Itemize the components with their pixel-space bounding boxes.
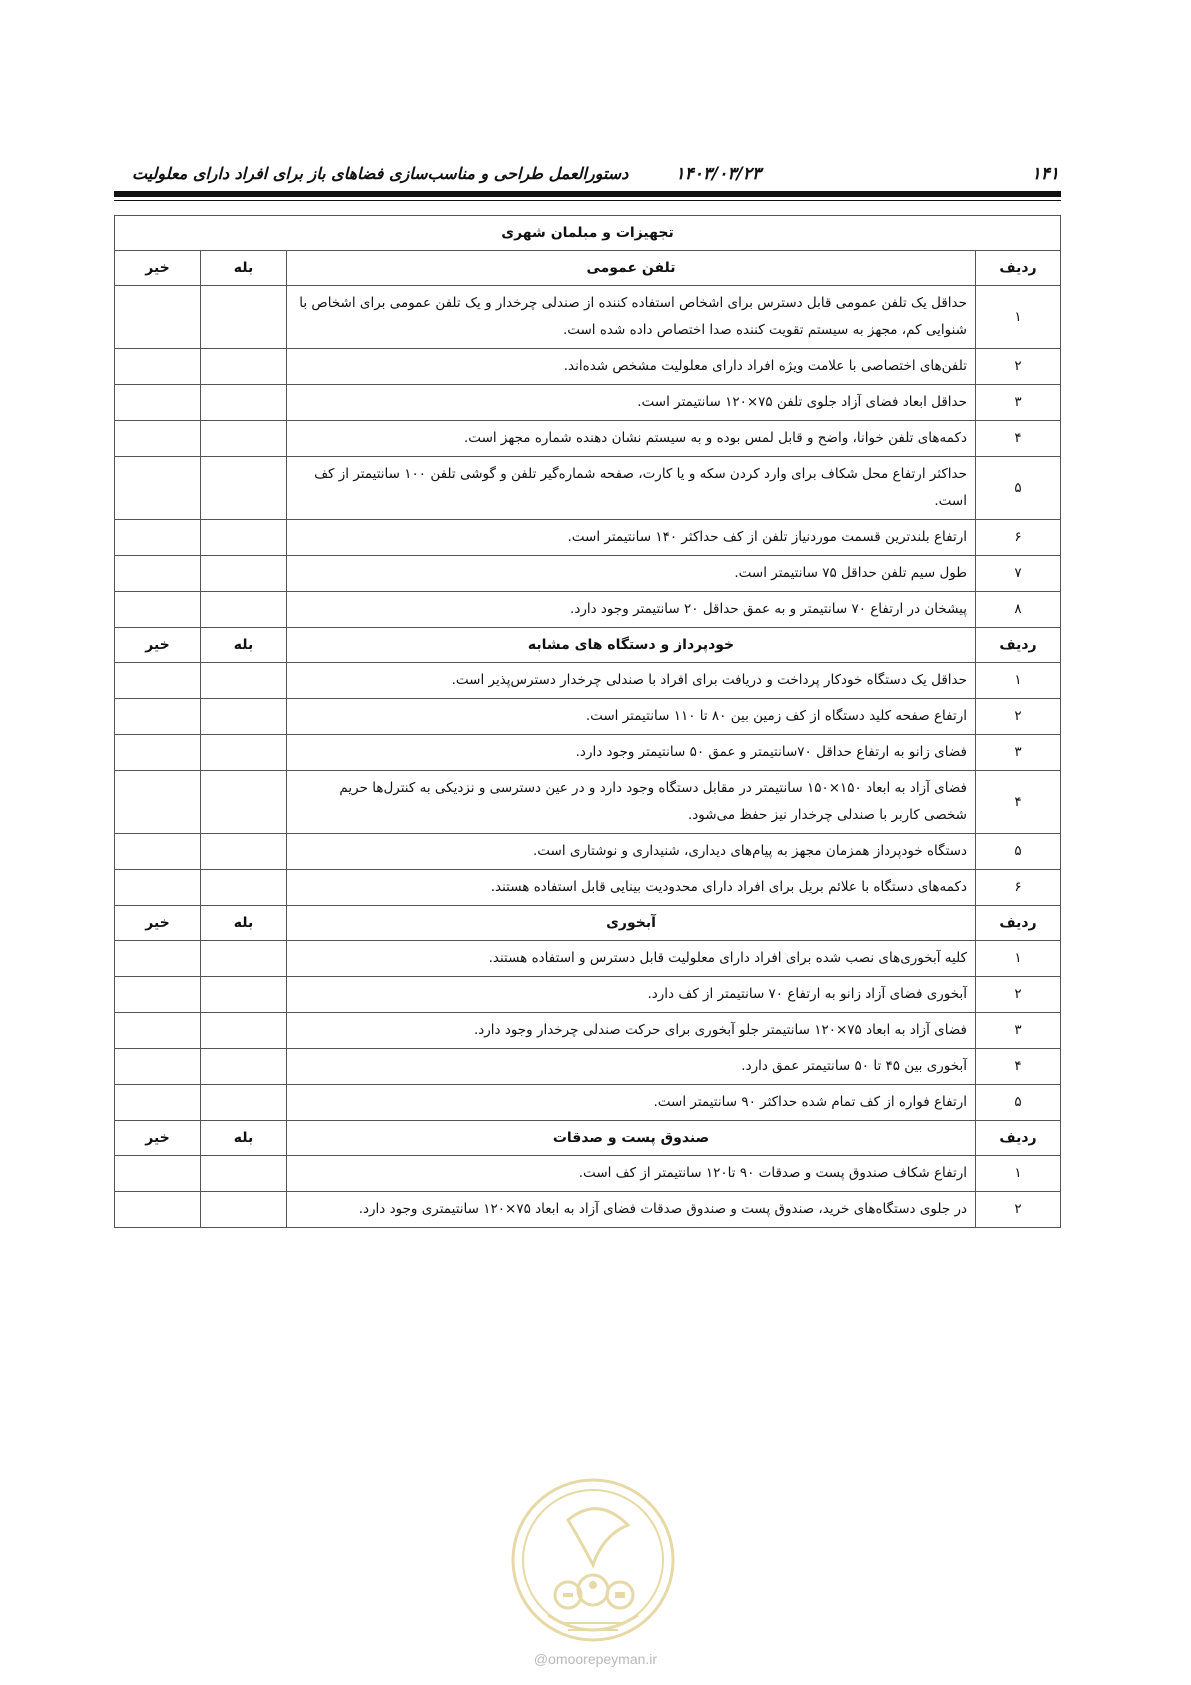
yes-checkbox-cell[interactable]	[201, 421, 287, 457]
no-checkbox-cell[interactable]	[115, 663, 201, 699]
yes-checkbox-cell[interactable]	[201, 385, 287, 421]
no-checkbox-cell[interactable]	[115, 286, 201, 349]
row-criterion: دستگاه خودپرداز همزمان مجهز به پیام‌های دیداری، شنیداری و نوشتاری است.	[287, 834, 976, 870]
table-row	[115, 1085, 1061, 1121]
row-number: ۱	[976, 286, 1061, 349]
table-row	[115, 349, 1061, 385]
row-number: ۴	[976, 421, 1061, 457]
row-number: ۱	[976, 941, 1061, 977]
no-checkbox-cell[interactable]	[115, 457, 201, 520]
row-number: ۲	[976, 349, 1061, 385]
row-criterion: کلیه آبخوری‌های نصب شده برای افراد دارای معلولیت قابل دسترس و استفاده هستند.	[287, 941, 976, 977]
row-criterion: پیشخان در ارتفاع ۷۰ سانتیمتر و به عمق حداقل ۲۰ سانتیمتر وجود دارد.	[287, 592, 976, 628]
no-checkbox-cell[interactable]	[115, 771, 201, 834]
column-header-row-number: ردیف	[976, 251, 1061, 286]
no-checkbox-cell[interactable]	[115, 1085, 201, 1121]
no-checkbox-cell[interactable]	[115, 1156, 201, 1192]
no-checkbox-cell[interactable]	[115, 349, 201, 385]
section-header-row	[115, 906, 1061, 941]
row-number: ۷	[976, 556, 1061, 592]
table-row	[115, 1049, 1061, 1085]
document-date: ۱۴۰۳/۰۳/۲۳	[675, 164, 761, 184]
table-row	[115, 520, 1061, 556]
row-criterion: دکمه‌های تلفن خوانا، واضح و قابل لمس بوده و به سیستم نشان دهنده شماره مجهز است.	[287, 421, 976, 457]
row-criterion: فضای زانو به ارتفاع حداقل ۷۰سانتیمتر و عمق ۵۰ سانتیمتر وجود دارد.	[287, 735, 976, 771]
no-checkbox-cell[interactable]	[115, 735, 201, 771]
row-number: ۱	[976, 1156, 1061, 1192]
row-number: ۶	[976, 520, 1061, 556]
row-number: ۳	[976, 1013, 1061, 1049]
column-header-no: خیر	[115, 1121, 201, 1156]
yes-checkbox-cell[interactable]	[201, 941, 287, 977]
footer-watermark: @omoorepeyman.ir	[533, 1651, 658, 1667]
row-criterion: تلفن‌های اختصاصی با علامت ویژه افراد دارای معلولیت مشخص شده‌اند.	[287, 349, 976, 385]
no-checkbox-cell[interactable]	[115, 1192, 201, 1228]
column-header-yes: بله	[201, 906, 287, 941]
row-number: ۲	[976, 1192, 1061, 1228]
column-header-no: خیر	[115, 251, 201, 286]
section-heading: آبخوری	[287, 906, 976, 941]
yes-checkbox-cell[interactable]	[201, 1049, 287, 1085]
row-criterion: حداکثر ارتفاع محل شکاف برای وارد کردن سکه و یا کارت، صفحه شماره‌گیر تلفن و گوشی تلفن ۱۰۰ سانتیمتر از کف است.	[287, 457, 976, 520]
yes-checkbox-cell[interactable]	[201, 556, 287, 592]
column-header-no: خیر	[115, 628, 201, 663]
no-checkbox-cell[interactable]	[115, 941, 201, 977]
yes-checkbox-cell[interactable]	[201, 457, 287, 520]
row-criterion: فضای آزاد به ابعاد ۷۵×۱۲۰ سانتیمتر جلو آبخوری برای حرکت صندلی چرخدار وجود دارد.	[287, 1013, 976, 1049]
page-number: ۱۴۱	[1031, 164, 1059, 184]
section-heading: تلفن عمومی	[287, 251, 976, 286]
row-criterion: آبخوری بین ۴۵ تا ۵۰ سانتیمتر عمق دارد.	[287, 1049, 976, 1085]
row-number: ۲	[976, 699, 1061, 735]
table-row	[115, 663, 1061, 699]
no-checkbox-cell[interactable]	[115, 520, 201, 556]
yes-checkbox-cell[interactable]	[201, 1085, 287, 1121]
page-header	[114, 158, 1061, 188]
yes-checkbox-cell[interactable]	[201, 1192, 287, 1228]
table-row	[115, 286, 1061, 349]
no-checkbox-cell[interactable]	[115, 977, 201, 1013]
column-header-yes: بله	[201, 628, 287, 663]
section-heading: خودپرداز و دستگاه های مشابه	[287, 628, 976, 663]
table-title: تجهیزات و مبلمان شهری	[115, 216, 1061, 251]
row-criterion: فضای آزاد به ابعاد ۱۵۰×۱۵۰ سانتیمتر در مقابل دستگاه وجود دارد و در عین دسترسی و نزدیکی به کنترل‌ها حریم شخصی کاربر با صندلی چرخدار نیز حفظ می‌شود.	[287, 771, 976, 834]
row-criterion: ارتفاع فواره از کف تمام شده حداکثر ۹۰ سانتیمتر است.	[287, 1085, 976, 1121]
section-heading: صندوق پست و صدقات	[287, 1121, 976, 1156]
no-checkbox-cell[interactable]	[115, 699, 201, 735]
row-criterion: آبخوری فضای آزاد زانو به ارتفاع ۷۰ سانتیمتر از کف دارد.	[287, 977, 976, 1013]
row-number: ۶	[976, 870, 1061, 906]
yes-checkbox-cell[interactable]	[201, 1156, 287, 1192]
row-criterion: حداقل یک دستگاه خودکار پرداخت و دریافت برای افراد با صندلی چرخدار دسترس‌پذیر است.	[287, 663, 976, 699]
yes-checkbox-cell[interactable]	[201, 735, 287, 771]
section-header-row	[115, 628, 1061, 663]
column-header-yes: بله	[201, 1121, 287, 1156]
table-row	[115, 421, 1061, 457]
yes-checkbox-cell[interactable]	[201, 520, 287, 556]
no-checkbox-cell[interactable]	[115, 556, 201, 592]
row-criterion: حداقل یک تلفن عمومی قابل دسترس برای اشخاص استفاده کننده از صندلی چرخدار و یک تلفن عمومی برای اشخاص با شنوایی کم، مجهز به سیستم تقویت کننده صدا اختصاص داده شده است.	[287, 286, 976, 349]
watermark-seal	[508, 1475, 678, 1645]
table-row	[115, 592, 1061, 628]
table-row	[115, 457, 1061, 520]
table-row	[115, 1156, 1061, 1192]
table-row	[115, 870, 1061, 906]
section-header-row	[115, 251, 1061, 286]
yes-checkbox-cell[interactable]	[201, 834, 287, 870]
table-title-row	[115, 216, 1061, 251]
row-number: ۴	[976, 1049, 1061, 1085]
table-row	[115, 941, 1061, 977]
row-number: ۳	[976, 735, 1061, 771]
row-criterion: ارتفاع بلندترین قسمت موردنیاز تلفن از کف حداکثر ۱۴۰ سانتیمتر است.	[287, 520, 976, 556]
row-number: ۴	[976, 771, 1061, 834]
yes-checkbox-cell[interactable]	[201, 286, 287, 349]
row-criterion: طول سیم تلفن حداقل ۷۵ سانتیمتر است.	[287, 556, 976, 592]
table-row	[115, 977, 1061, 1013]
header-rule-thin	[114, 200, 1061, 201]
table-row	[115, 385, 1061, 421]
table-row	[115, 699, 1061, 735]
row-number: ۸	[976, 592, 1061, 628]
column-header-row-number: ردیف	[976, 906, 1061, 941]
no-checkbox-cell[interactable]	[115, 1013, 201, 1049]
no-checkbox-cell[interactable]	[115, 870, 201, 906]
table-row	[115, 1192, 1061, 1228]
row-criterion: در جلوی دستگاه‌های خرید، صندوق پست و صندوق صدقات فضای آزاد به ابعاد ۷۵×۱۲۰ سانتیمتری وجود دارد.	[287, 1192, 976, 1228]
table-row	[115, 1013, 1061, 1049]
column-header-no: خیر	[115, 906, 201, 941]
no-checkbox-cell[interactable]	[115, 385, 201, 421]
table-row	[115, 834, 1061, 870]
no-checkbox-cell[interactable]	[115, 421, 201, 457]
column-header-row-number: ردیف	[976, 1121, 1061, 1156]
row-number: ۵	[976, 457, 1061, 520]
no-checkbox-cell[interactable]	[115, 592, 201, 628]
row-number: ۳	[976, 385, 1061, 421]
row-number: ۱	[976, 663, 1061, 699]
table-row	[115, 771, 1061, 834]
yes-checkbox-cell[interactable]	[201, 1013, 287, 1049]
row-criterion: ارتفاع صفحه کلید دستگاه از کف زمین بین ۸۰ تا ۱۱۰ سانتیمتر است.	[287, 699, 976, 735]
document-title: دستورالعمل طراحی و مناسب‌سازی فضاهای باز برای افراد دارای معلولیت	[132, 164, 629, 183]
row-number: ۵	[976, 834, 1061, 870]
section-header-row	[115, 1121, 1061, 1156]
no-checkbox-cell[interactable]	[115, 1049, 201, 1085]
yes-checkbox-cell[interactable]	[201, 771, 287, 834]
header-rule-thick	[114, 191, 1061, 197]
yes-checkbox-cell[interactable]	[201, 977, 287, 1013]
yes-checkbox-cell[interactable]	[201, 592, 287, 628]
table-row	[115, 735, 1061, 771]
yes-checkbox-cell[interactable]	[201, 699, 287, 735]
no-checkbox-cell[interactable]	[115, 834, 201, 870]
checklist-table	[114, 215, 1061, 1228]
row-criterion: ارتفاع شکاف صندوق پست و صدقات ۹۰ تا۱۲۰ سانتیمتر از کف است.	[287, 1156, 976, 1192]
row-criterion: حداقل ابعاد فضای آزاد جلوی تلفن ۷۵×۱۲۰ سانتیمتر است.	[287, 385, 976, 421]
column-header-row-number: ردیف	[976, 628, 1061, 663]
row-number: ۲	[976, 977, 1061, 1013]
seal-icon	[508, 1475, 678, 1645]
yes-checkbox-cell[interactable]	[201, 663, 287, 699]
row-criterion: دکمه‌های دستگاه با علائم بریل برای افراد دارای محدودیت بینایی قابل استفاده هستند.	[287, 870, 976, 906]
yes-checkbox-cell[interactable]	[201, 870, 287, 906]
column-header-yes: بله	[201, 251, 287, 286]
table-row	[115, 556, 1061, 592]
row-number: ۵	[976, 1085, 1061, 1121]
yes-checkbox-cell[interactable]	[201, 349, 287, 385]
